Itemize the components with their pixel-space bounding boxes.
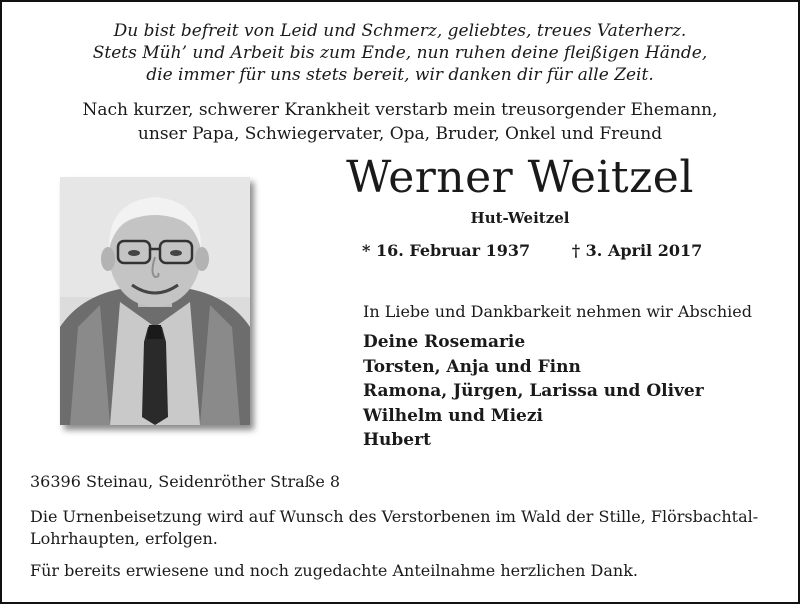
thanks-note: Für bereits erwiesene und noch zugedachte Anteilnahme herzlichen Dank. xyxy=(30,561,638,580)
life-dates xyxy=(362,241,702,260)
mourner-entry: Torsten, Anja und Finn xyxy=(363,356,581,377)
poem xyxy=(0,20,800,86)
family-address: 36396 Steinau, Seidenröther Straße 8 xyxy=(30,472,341,491)
mourner-entry: Wilhelm und Miezi xyxy=(363,405,543,426)
mourner-entry: Deine Rosemarie xyxy=(363,332,526,352)
mourner-entry: Ramona, Jürgen, Larissa und Oliver xyxy=(363,381,704,401)
maiden-name: Hut-Weitzel xyxy=(470,209,570,227)
intro-line: unser Papa, Schwiegervater, Opa, Bruder, Onkel und Freund xyxy=(137,124,663,144)
poem-line: die immer für uns stets bereit, wir danken dir für alle Zeit. xyxy=(146,65,654,85)
deceased-name: Werner Weitzel xyxy=(346,152,694,203)
burial-note: Die Urnenbeisetzung wird auf Wunsch des Verstorbenen im Wald der Stille, Flörsbachtal-Lohrhaupten, erfolgen. xyxy=(30,507,759,548)
poem-line: Stets Müh’ und Arbeit bis zum Ende, nun ruhen deine fleißigen Hände, xyxy=(92,43,708,63)
birth-date: * 16. Februar 1937 xyxy=(362,241,531,260)
portrait-illustration xyxy=(60,177,250,425)
mourner-entry: Hubert xyxy=(363,430,431,450)
intro-line: Nach kurzer, schwerer Krankheit verstarb mein treusorgender Ehemann, xyxy=(82,100,718,120)
death-date: † 3. April 2017 xyxy=(571,241,703,260)
poem-line: Du bist befreit von Leid und Schmerz, geliebtes, treues Vaterherz. xyxy=(113,21,687,41)
farewell-text: In Liebe und Dankbarkeit nehmen wir Abschied xyxy=(363,302,753,321)
portrait-photo xyxy=(60,177,250,425)
intro-text xyxy=(0,98,800,146)
mourners-list xyxy=(363,330,704,453)
